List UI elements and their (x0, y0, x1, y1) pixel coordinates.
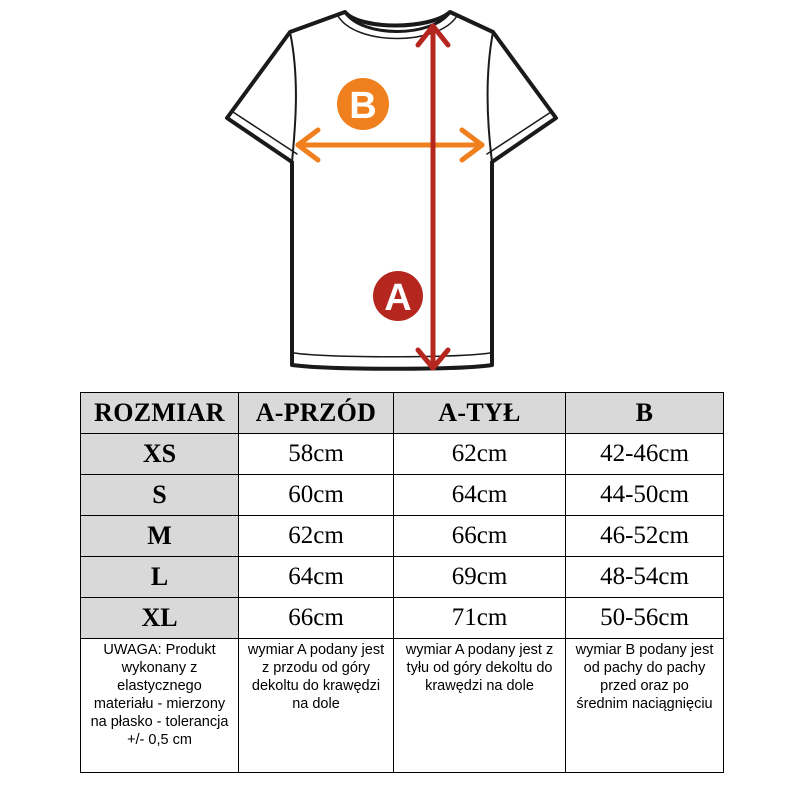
a-back-cell: 71cm (394, 598, 566, 639)
measurement-b-arrow (298, 130, 482, 160)
badge-a (373, 271, 423, 321)
badge-b-label: B (349, 85, 377, 127)
size-cell: M (81, 516, 239, 557)
table-header-row (81, 393, 724, 434)
table-row (81, 557, 724, 598)
notes-row (81, 639, 724, 773)
a-front-cell: 64cm (239, 557, 394, 598)
header-a-front: A-PRZÓD (239, 393, 394, 434)
badge-b (337, 78, 389, 130)
size-table (80, 392, 724, 773)
b-cell: 44-50cm (566, 475, 724, 516)
b-cell: 50-56cm (566, 598, 724, 639)
a-front-cell: 66cm (239, 598, 394, 639)
size-cell: XL (81, 598, 239, 639)
table-row (81, 516, 724, 557)
table-row (81, 434, 724, 475)
a-back-cell: 62cm (394, 434, 566, 475)
b-cell: 46-52cm (566, 516, 724, 557)
a-front-cell: 62cm (239, 516, 394, 557)
badge-a-label: A (384, 277, 412, 319)
header-b: B (566, 393, 724, 434)
b-cell: 48-54cm (566, 557, 724, 598)
note-a-back: wymiar A podany jest z tyłu od góry dekoltu do krawędzi na dole (394, 639, 566, 773)
note-material: UWAGA: Produkt wykonany z elastycznego materiału - mierzony na płasko - tolerancja +/- 0,5 cm (81, 639, 239, 773)
size-cell: S (81, 475, 239, 516)
table-row (81, 475, 724, 516)
header-a-back: A-TYŁ (394, 393, 566, 434)
b-cell: 42-46cm (566, 434, 724, 475)
a-front-cell: 58cm (239, 434, 394, 475)
note-a-front: wymiar A podany jest z przodu od góry dekoltu do krawędzi na dole (239, 639, 394, 773)
tshirt-measurement-diagram (0, 0, 794, 390)
a-front-cell: 60cm (239, 475, 394, 516)
size-cell: XS (81, 434, 239, 475)
note-b: wymiar B podany jest od pachy do pachy przed oraz po średnim naciągnięciu (566, 639, 724, 773)
a-back-cell: 64cm (394, 475, 566, 516)
header-size: ROZMIAR (81, 393, 239, 434)
table-row (81, 598, 724, 639)
size-cell: L (81, 557, 239, 598)
measurement-a-arrow (418, 26, 448, 368)
a-back-cell: 66cm (394, 516, 566, 557)
a-back-cell: 69cm (394, 557, 566, 598)
